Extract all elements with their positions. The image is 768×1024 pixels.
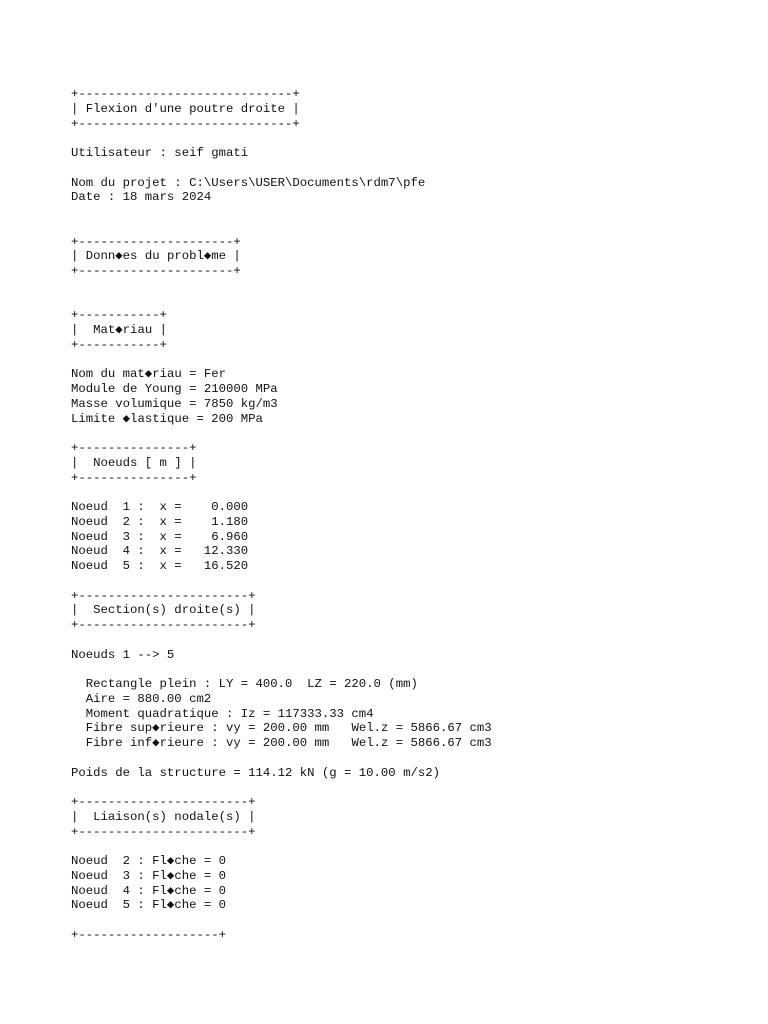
- report-line: Aire = 880.00 cm2: [71, 691, 212, 706]
- report-line: [71, 913, 492, 928]
- report-line: +---------------+: [71, 441, 197, 455]
- report-line: [71, 662, 492, 677]
- report-line: [71, 161, 492, 176]
- report-line: | Mat◆riau |: [71, 323, 167, 337]
- report-line: Noeud 5 : Fl◆che = 0: [71, 898, 226, 913]
- report-line: Fibre inf◆rieure : vy = 200.00 mm Wel.z = 5866.67 cm3: [71, 736, 492, 750]
- report-line: Noeud 1 : x = 0.000: [71, 500, 249, 514]
- report-line: Noeud 3 : x = 6.960: [71, 529, 249, 544]
- report-line: +-----------+: [71, 337, 167, 352]
- report-line: [71, 574, 492, 589]
- report-line: [71, 485, 492, 500]
- report-line: +-----------------------+: [71, 824, 256, 839]
- report-line: [71, 220, 492, 235]
- report-line: Masse volumique = 7850 kg/m3: [71, 396, 278, 411]
- report-line: Noeuds 1 --> 5: [71, 647, 175, 662]
- report-line: +-----------------------------+: [71, 116, 300, 131]
- report-line: | Noeuds [ m ] |: [71, 455, 197, 470]
- report-line: [71, 839, 492, 854]
- report-line: Date : 18 mars 2024: [71, 190, 212, 205]
- report-line: Fibre sup◆rieure : vy = 200.00 mm Wel.z = 5866.67 cm3: [71, 721, 492, 736]
- report-line: +---------------+: [71, 470, 197, 485]
- report-line: | Donn◆es du probl◆me |: [71, 249, 241, 264]
- report-line: +-----------------------+: [71, 795, 256, 809]
- report-line: [71, 294, 492, 309]
- report-line: +-----------------------+: [71, 618, 256, 632]
- report-line: | Flexion d'une poutre droite |: [71, 101, 300, 116]
- report-text: [71, 87, 492, 943]
- report-line: [71, 279, 492, 294]
- report-line: Noeud 5 : x = 16.520: [71, 559, 249, 573]
- report-line: Noeud 4 : Fl◆che = 0: [71, 883, 226, 898]
- report-line: [71, 633, 492, 648]
- report-line: Noeud 2 : Fl◆che = 0: [71, 854, 226, 868]
- report-line: Rectangle plein : LY = 400.0 LZ = 220.0 (mm): [71, 677, 418, 691]
- report-line: +-----------------------+: [71, 588, 256, 603]
- report-line: +---------------------+: [71, 264, 241, 278]
- report-line: [71, 780, 492, 795]
- report-line: Poids de la structure = 114.12 kN (g = 10.00 m/s2): [71, 765, 440, 780]
- report-line: Noeud 3 : Fl◆che = 0: [71, 868, 226, 883]
- report-line: Noeud 2 : x = 1.180: [71, 514, 249, 529]
- report-line: [71, 426, 492, 441]
- report-line: [71, 353, 492, 368]
- report-line: +-----------+: [71, 308, 167, 323]
- report-line: +-------------------+: [71, 927, 226, 942]
- report-line: Nom du projet : C:\Users\USER\Documents\rdm7\pfe: [71, 175, 426, 190]
- report-line: [71, 751, 492, 766]
- report-line: Module de Young = 210000 MPa: [71, 382, 278, 396]
- report-line: | Section(s) droite(s) |: [71, 603, 256, 618]
- report-line: Utilisateur : seif gmati: [71, 146, 249, 160]
- report-line: [71, 131, 492, 146]
- report-line: Noeud 4 : x = 12.330: [71, 544, 249, 559]
- report-line: Nom du mat◆riau = Fer: [71, 367, 226, 382]
- report-line: +---------------------+: [71, 234, 241, 249]
- report-line: | Liaison(s) nodale(s) |: [71, 809, 256, 824]
- report-line: Limite ◆lastique = 200 MPa: [71, 411, 263, 426]
- report-line: [71, 205, 492, 220]
- report-line: +-----------------------------+: [71, 87, 300, 101]
- report-line: Moment quadratique : Iz = 117333.33 cm4: [71, 706, 374, 721]
